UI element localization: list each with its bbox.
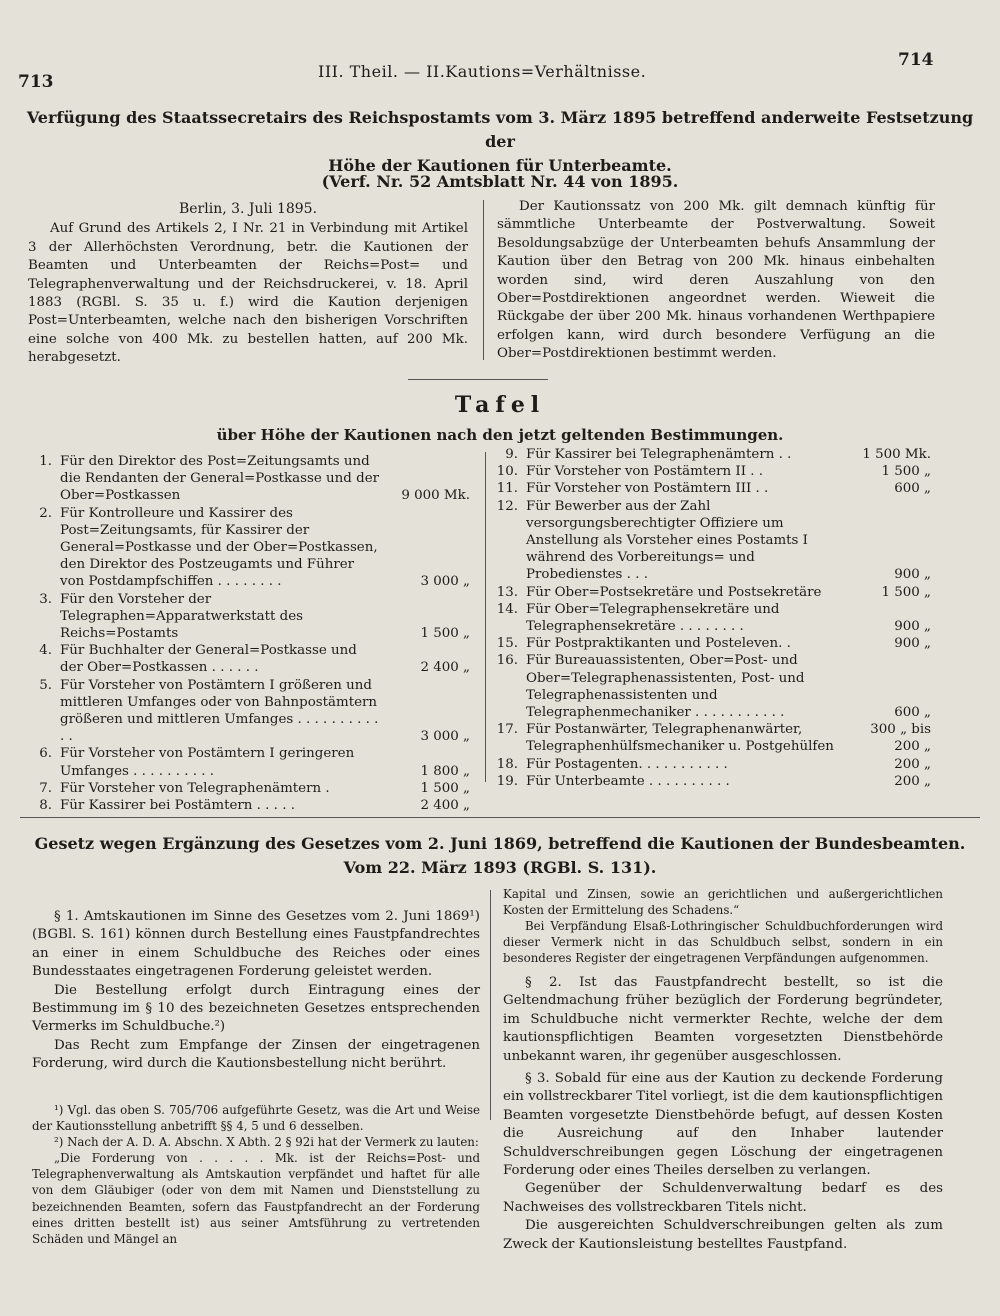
tafel-row-text: Für Vorsteher von Postämtern III . . xyxy=(526,481,769,497)
tafel-row-amount: 900 „ xyxy=(894,636,931,652)
section2-paragraph-7: Die ausgereichten Schuldverschreibungen gelten als zum Zweck der Kautionsleistung bestelltes Faustpfand. xyxy=(503,1218,943,1252)
tafel-row-number: 18. xyxy=(496,756,518,772)
tafel-row-text: Für Ober=Telegraphensekretäre und Telegraphensekretäre . . . . . . . . xyxy=(526,601,780,635)
running-head: III. Theil. — II.Kautions=Verhältnisse. xyxy=(318,62,647,81)
section1-left-paragraph: Auf Grund des Artikels 2, I Nr. 21 in Verbindung mit Artikel 3 der Allerhöchsten Verordnung, betr. die Kautionen der Beamten und Unterbeamten der Reichs=Post= und Telegraphenverwaltung und der Reichsdruckerei, v. 18. April 1883 (RGBl. S. 35 u. f.) wird die Kaution derjenigen Post=Unterbeamten, welche nach den bisherigen Vorschriften eine solche von 400 Mk. zu bestellen hatten, auf 200 Mk. herabgesetzt. xyxy=(28,221,468,366)
tafel-row-number: 14. xyxy=(496,601,518,617)
tafel-row-text: Für Kontrolleure und Kassirer des Post=Zeitungsamts, für Kassirer der General=Postkasse und der Ober=Postkassen, den Direktor des Postzeugamts und Führer von Postdampfschiffen . . . . . . . . xyxy=(60,505,378,590)
tafel-row xyxy=(488,601,935,635)
tafel-row-number: 1. xyxy=(39,454,52,469)
section2-paragraph-3: Das Recht zum Empfange der Zinsen der eingetragenen Forderung, wird durch die Kautionsbestellung nicht berührt. xyxy=(32,1037,480,1072)
footnote-1: ¹) Vgl. das oben S. 705/706 aufgeführte Gesetz, was die Art und Weise der Kautionsstellung anbetrifft §§ 4, 5 und 6 desselben. xyxy=(32,1103,480,1134)
section2-right-column xyxy=(503,974,943,1254)
tafel-row-text: Für Kassirer bei Telegraphenämtern . . xyxy=(526,447,792,462)
tafel-row-amount: 3 000 „ xyxy=(420,729,470,745)
dateline: Berlin, 3. Juli 1895. xyxy=(178,201,318,217)
section2-title-line1: Gesetz wegen Ergänzung des Gesetzes vom 2. Juni 1869, betreffend die Kautionen der Bundesbeamten. xyxy=(34,834,966,853)
tafel-row-number: 8. xyxy=(39,798,52,814)
section1-right-paragraph: Der Kautionssatz von 200 Mk. gilt demnach künftig für sämmtliche Unterbeamte der Postverwaltung. Soweit Besoldungsabzüge der Unterbeamten behufs Ansammlung der Kaution über den Betrag von 200 Mk. hinaus einbehalten worden sind, wird deren Auszahlung von den Ober=Postdirektionen angeordnet werden. Wieweit die Rückgabe der über 200 Mk. hinaus vorhandenen Werthpapiere erfolgen kann, wird durch besondere Verfügung an die Ober=Postdirektionen bestimmt werden. xyxy=(497,199,935,362)
tafel-row-number: 10. xyxy=(496,464,518,480)
tafel-row-amount: 1 500 „ xyxy=(881,464,931,480)
tafel-row xyxy=(488,652,935,721)
tafel-row-amount: 1 500 „ xyxy=(420,780,470,796)
section-rule xyxy=(408,379,548,380)
tafel-row-number: 12. xyxy=(496,498,518,514)
tafel-row xyxy=(22,642,474,676)
section1-title xyxy=(20,106,980,178)
tafel-table-right xyxy=(488,446,935,790)
section2-title xyxy=(20,832,980,880)
tafel-row-number: 4. xyxy=(39,643,52,659)
tafel-row xyxy=(488,773,935,790)
tafel-bottom-rule xyxy=(20,817,980,818)
tafel-title: Tafel xyxy=(454,392,546,418)
tafel-row-text: Für Postpraktikanten und Posteleven. . xyxy=(526,636,791,652)
tafel-row-amount: 200 „ xyxy=(894,756,931,772)
tafel-row-text: Für den Vorsteher der Telegraphen=Apparatwerkstatt des Reichs=Postamts xyxy=(60,591,304,642)
tafel-divider xyxy=(485,452,486,782)
section2-paragraph-6: Gegenüber der Schuldenverwaltung bedarf es des Nachweises des vollstreckbaren Titels nicht. xyxy=(503,1181,943,1215)
tafel-row-number: 15. xyxy=(496,636,518,652)
footnote-2-quote: „Die Forderung von . . . . . Mk. ist der Reichs=Post- und Telegraphenverwaltung als Amtskaution verpfändet und haftet für alle von dem Gläubiger (oder von dem mit Namen und Dienststellung zu bezeichnenden Beamten, sofern das Faustpfandrecht an der Forderung eines dritten bestellt ist) aus seiner Amtsführung zu vertretenden Schäden und Mängel an xyxy=(32,1151,480,1246)
tafel-table-left xyxy=(22,453,474,814)
tafel-row-amount: 1 500 „ xyxy=(881,584,931,600)
tafel-row-number: 9. xyxy=(505,447,518,462)
section2-footnotes-right xyxy=(503,886,943,966)
footnote-2-note: Bei Verpfändung Elsaß-Lothringischer Schuldbuchforderungen wird dieser Vermerk nicht in das Schuldbuch selbst, sondern in ein besonderes Register der eingetragenen Verpfändungen aufgenommen. xyxy=(503,919,943,966)
tafel-row-number: 16. xyxy=(496,653,518,669)
tafel-row-amount: 9 000 Mk. xyxy=(401,488,470,504)
section2-paragraph-4: § 2. Ist das Faustpfandrecht bestellt, so ist die Geltendmachung früher bezüglich der Forderung begründeter, im Schuldbuche nicht vermerkter Rechte, welche der dem kautionspflichtigen Beamten vorgesetzten Dienstbehörde unbekannt waren, ihr gegenüber ausgeschlossen. xyxy=(503,975,943,1064)
tafel-row-text: Für Unterbeamte . . . . . . . . . . xyxy=(526,773,730,789)
page-number-right: 714 xyxy=(898,50,934,70)
tafel-row xyxy=(488,721,935,755)
tafel-row xyxy=(488,756,935,773)
tafel-row xyxy=(22,797,474,814)
section1-title-line2: Höhe der Kautionen für Unterbeamte. xyxy=(328,156,672,175)
tafel-row-number: 13. xyxy=(496,584,518,600)
page-number-left: 713 xyxy=(18,72,54,92)
section1-reference: (Verf. Nr. 52 Amtsblatt Nr. 44 von 1895. xyxy=(321,172,679,191)
tafel-row xyxy=(488,480,935,497)
tafel-row xyxy=(22,591,474,643)
tafel-row-number: 2. xyxy=(39,505,52,521)
tafel-row xyxy=(22,780,474,797)
tafel-row-number: 5. xyxy=(39,677,52,693)
section2-paragraph-5: § 3. Sobald für eine aus der Kaution zu deckende Forderung ein vollstreckbarer Titel vorliegt, ist die dem kautionspflichtigen Beamten vorgesetzte Dienstbehörde befugt, auf dessen Kosten die Ausreichung auf den Inhaber lautender Schuldverschreibungen gegen Löschung der eingetragenen Forderung oder eines Theiles derselben zu verlangen. xyxy=(503,1071,943,1179)
tafel-row-amount: 900 „ xyxy=(894,619,931,635)
tafel-row-number: 17. xyxy=(496,722,518,738)
tafel-row-amount: 1 500 „ xyxy=(420,626,470,642)
tafel-row-amount: 600 „ xyxy=(894,481,931,497)
section2-title-line2: Vom 22. März 1893 (RGBl. S. 131). xyxy=(343,858,657,877)
tafel-row-text: Für Vorsteher von Postämtern II . . xyxy=(526,464,764,480)
tafel-row-amount: 300 „ bis 200 „ xyxy=(870,722,931,755)
tafel-subtitle: über Höhe der Kautionen nach den jetzt geltenden Bestimmungen. xyxy=(216,426,784,444)
tafel-row-amount: 200 „ xyxy=(894,773,931,789)
tafel-row-text: Für Postanwärter, Telegraphenanwärter, Telegraphenhülfsmechaniker u. Postgehülfen xyxy=(526,722,834,755)
footnote-2-intro: ²) Nach der A. D. A. Abschn. X Abth. 2 § 92i hat der Vermerk zu lauten: xyxy=(54,1135,479,1150)
tafel-row-amount: 1 500 Mk. xyxy=(862,447,931,462)
tafel-row-number: 19. xyxy=(496,773,518,789)
tafel-row-text: Für Kassirer bei Postämtern . . . . . xyxy=(60,798,295,814)
tafel-row-text: Für Vorsteher von Telegraphenämtern . xyxy=(60,780,330,796)
tafel-row-amount: 600 „ xyxy=(894,705,931,721)
column-divider xyxy=(483,200,484,360)
tafel-row-number: 3. xyxy=(39,591,52,607)
tafel-row-amount: 3 000 „ xyxy=(420,574,470,590)
tafel-row xyxy=(488,446,935,463)
tafel-row-amount: 900 „ xyxy=(894,567,931,583)
tafel-row xyxy=(22,453,474,505)
tafel-row-text: Für Postagenten. . . . . . . . . . . xyxy=(526,756,728,772)
tafel-row-amount: 2 400 „ xyxy=(420,660,470,676)
tafel-row-amount: 1 800 „ xyxy=(420,763,470,779)
tafel-row xyxy=(488,498,935,584)
tafel-row xyxy=(22,677,474,746)
section2-paragraph-1: § 1. Amtskautionen im Sinne des Gesetzes vom 2. Juni 1869¹) (BGBl. S. 161) können durch Bestellung eines Faustpfandrechtes an einer in einem Schuldbuche des Reiches oder eines Bundesstaates eingetragenen Forderung geleistet werden. xyxy=(32,909,480,980)
tafel-row xyxy=(488,635,935,652)
section1-title-line1: Verfügung des Staatssecretairs des Reichspostamts vom 3. März 1895 betreffend anderweite Festsetzung der xyxy=(26,108,974,151)
tafel-row-text: Für Buchhalter der General=Postkasse und der Ober=Postkassen . . . . . . xyxy=(60,643,357,676)
tafel-row-text: Für den Direktor des Post=Zeitungsamts und die Rendanten der General=Postkasse und der Ober=Postkassen xyxy=(60,454,380,504)
tafel-row xyxy=(22,745,474,779)
section2-footnotes-left xyxy=(32,1102,480,1247)
footnote-2-continuation: Kapital und Zinsen, sowie an gerichtlichen und außergerichtlichen Kosten der Ermittelung des Schadens.“ xyxy=(503,887,943,918)
tafel-row-number: 6. xyxy=(39,746,52,762)
section2-paragraph-2: Die Bestellung erfolgt durch Eintragung eines der Bestimmung im § 10 des bezeichneten Gesetzes entsprechenden Vermerks im Schuldbuche.²) xyxy=(32,982,480,1035)
tafel-row-number: 11. xyxy=(496,481,518,497)
tafel-row-text: Für Bewerber aus der Zahl versorgungsberechtigter Offiziere um Anstellung als Vorsteher eines Postamts I während des Vorbereitungs= und Probedienstes . . . xyxy=(526,498,808,583)
tafel-row-text: Für Vorsteher von Postämtern I größeren und mittleren Umfanges oder von Bahnpostämtern größeren und mittleren Umfanges . . . . . . . . . . . . xyxy=(60,677,379,745)
section1-left-column xyxy=(28,200,468,368)
tafel-row-text: Für Vorsteher von Postämtern I geringeren Umfanges . . . . . . . . . . xyxy=(60,746,355,779)
tafel-row xyxy=(488,584,935,601)
tafel-row xyxy=(488,463,935,480)
tafel-row-number: 7. xyxy=(39,780,52,796)
section2-divider xyxy=(490,890,491,1120)
tafel-row-text: Für Ober=Postsekretäre und Postsekretäre xyxy=(526,584,822,600)
section1-right-column xyxy=(497,198,935,364)
tafel-row xyxy=(22,505,474,591)
section2-left-column xyxy=(32,908,480,1074)
tafel-row-text: Für Bureauassistenten, Ober=Post- und Ober=Telegraphenassistenten, Post- und Telegraphenassistenten und Telegraphenmechaniker . . . . . . . . . . . xyxy=(526,653,805,721)
tafel-row-amount: 2 400 „ xyxy=(420,798,470,814)
